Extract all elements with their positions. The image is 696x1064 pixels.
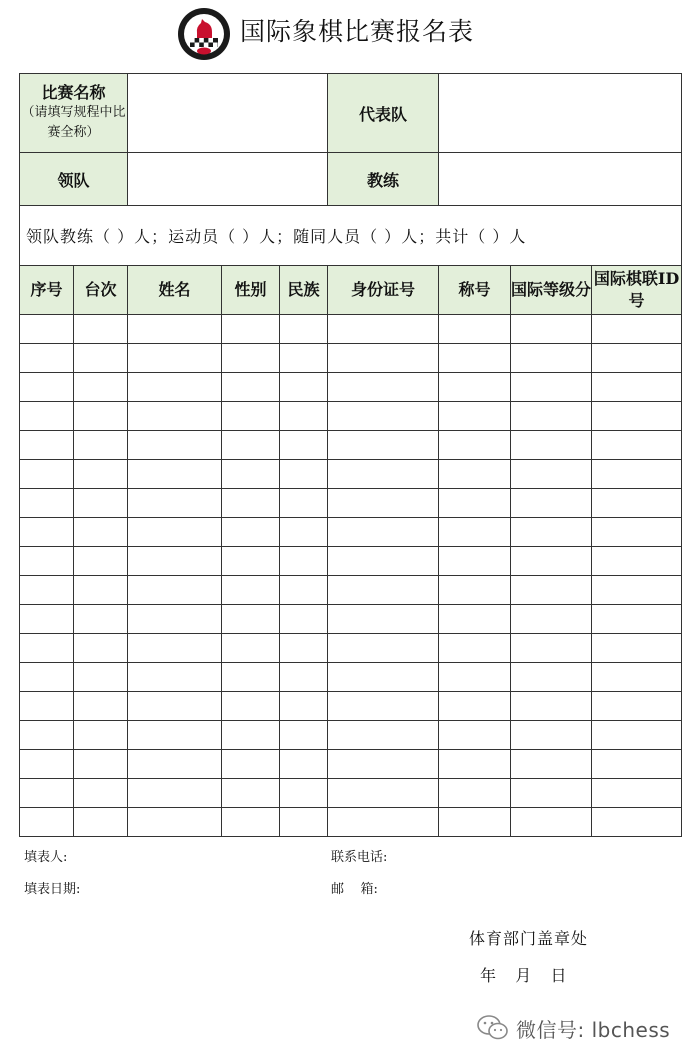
player-cell[interactable]	[20, 315, 74, 344]
headcount-line[interactable]: 领队教练（ ）人；运动员（ ）人；随同人员（ ）人；共计（ ）人	[20, 206, 682, 266]
player-cell[interactable]	[20, 750, 74, 779]
player-row	[20, 460, 682, 489]
player-cell[interactable]	[439, 721, 511, 750]
player-cell[interactable]	[280, 460, 328, 489]
player-cell[interactable]	[328, 634, 439, 663]
player-cell[interactable]	[20, 489, 74, 518]
player-rows	[20, 315, 682, 837]
competition-name-field[interactable]	[128, 74, 328, 153]
player-cell[interactable]	[74, 402, 128, 431]
player-cell[interactable]	[222, 402, 280, 431]
player-cell[interactable]	[74, 489, 128, 518]
player-cell[interactable]	[592, 663, 682, 692]
player-cell[interactable]	[280, 489, 328, 518]
player-cell[interactable]	[20, 779, 74, 808]
player-cell[interactable]	[20, 692, 74, 721]
wechat-watermark	[476, 1013, 670, 1043]
player-cell[interactable]	[439, 402, 511, 431]
player-cell[interactable]	[592, 808, 682, 837]
player-cell[interactable]	[592, 344, 682, 373]
player-cell[interactable]	[511, 605, 592, 634]
player-cell[interactable]	[439, 431, 511, 460]
player-cell[interactable]	[280, 373, 328, 402]
player-cell[interactable]	[439, 489, 511, 518]
player-cell[interactable]	[128, 315, 222, 344]
player-cell[interactable]	[74, 692, 128, 721]
player-cell[interactable]	[592, 547, 682, 576]
player-cell[interactable]	[74, 518, 128, 547]
player-cell[interactable]	[511, 634, 592, 663]
player-cell[interactable]	[439, 460, 511, 489]
player-cell[interactable]	[280, 779, 328, 808]
player-cell[interactable]	[20, 518, 74, 547]
column-header-row	[20, 266, 682, 315]
player-cell[interactable]	[20, 634, 74, 663]
player-cell[interactable]	[280, 605, 328, 634]
email-label: 邮 箱:	[331, 882, 378, 897]
player-cell[interactable]	[20, 460, 74, 489]
player-cell[interactable]	[128, 344, 222, 373]
player-cell[interactable]	[280, 431, 328, 460]
player-row	[20, 663, 682, 692]
fill-date-label: 填表日期:	[24, 882, 81, 897]
player-cell[interactable]	[128, 373, 222, 402]
player-cell[interactable]	[439, 576, 511, 605]
player-cell[interactable]	[592, 431, 682, 460]
player-cell[interactable]	[222, 663, 280, 692]
player-cell[interactable]	[128, 431, 222, 460]
player-cell[interactable]	[280, 634, 328, 663]
player-cell[interactable]	[439, 692, 511, 721]
player-cell[interactable]	[439, 344, 511, 373]
player-cell[interactable]	[439, 634, 511, 663]
player-cell[interactable]	[328, 547, 439, 576]
player-cell[interactable]	[128, 721, 222, 750]
player-row	[20, 692, 682, 721]
player-row	[20, 518, 682, 547]
player-cell[interactable]	[222, 344, 280, 373]
player-row	[20, 634, 682, 663]
player-cell[interactable]	[328, 315, 439, 344]
player-cell[interactable]	[74, 750, 128, 779]
col-header: 国际等级分	[511, 266, 592, 315]
player-cell[interactable]	[511, 344, 592, 373]
player-cell[interactable]	[511, 808, 592, 837]
player-cell[interactable]	[20, 605, 74, 634]
player-cell[interactable]	[592, 692, 682, 721]
player-cell[interactable]	[128, 808, 222, 837]
player-cell[interactable]	[128, 547, 222, 576]
player-cell[interactable]	[20, 576, 74, 605]
player-cell[interactable]	[511, 518, 592, 547]
player-cell[interactable]	[74, 576, 128, 605]
player-cell[interactable]	[328, 431, 439, 460]
player-cell[interactable]	[511, 750, 592, 779]
col-header: 身份证号	[328, 266, 439, 315]
player-cell[interactable]	[328, 779, 439, 808]
player-row	[20, 808, 682, 837]
player-cell[interactable]	[439, 779, 511, 808]
player-cell[interactable]	[280, 692, 328, 721]
leader-label: 领队	[20, 153, 128, 206]
player-row	[20, 489, 682, 518]
player-row	[20, 373, 682, 402]
player-cell[interactable]	[592, 489, 682, 518]
player-cell[interactable]	[592, 779, 682, 808]
player-cell[interactable]	[592, 518, 682, 547]
player-row	[20, 779, 682, 808]
coach-field[interactable]	[439, 153, 682, 206]
player-cell[interactable]	[222, 721, 280, 750]
col-header: 序号	[20, 266, 74, 315]
player-cell[interactable]	[280, 518, 328, 547]
player-cell[interactable]	[74, 547, 128, 576]
player-cell[interactable]	[328, 721, 439, 750]
player-cell[interactable]	[128, 692, 222, 721]
player-cell[interactable]	[439, 605, 511, 634]
player-cell[interactable]	[280, 315, 328, 344]
player-cell[interactable]	[128, 402, 222, 431]
player-cell[interactable]	[592, 402, 682, 431]
player-cell[interactable]	[222, 431, 280, 460]
player-cell[interactable]	[280, 576, 328, 605]
player-row	[20, 605, 682, 634]
player-cell[interactable]	[222, 808, 280, 837]
player-cell[interactable]	[20, 373, 74, 402]
player-cell[interactable]	[592, 605, 682, 634]
player-cell[interactable]	[328, 576, 439, 605]
stamp-area-label: 体育部门盖章处	[469, 929, 589, 948]
player-cell[interactable]	[74, 344, 128, 373]
leader-field[interactable]	[128, 153, 328, 206]
player-cell[interactable]	[128, 605, 222, 634]
player-cell[interactable]	[128, 634, 222, 663]
player-cell[interactable]	[222, 373, 280, 402]
wechat-icon	[476, 1014, 510, 1042]
player-cell[interactable]	[74, 373, 128, 402]
player-cell[interactable]	[280, 808, 328, 837]
player-cell[interactable]	[128, 750, 222, 779]
player-cell[interactable]	[74, 431, 128, 460]
player-cell[interactable]	[439, 315, 511, 344]
player-cell[interactable]	[74, 721, 128, 750]
player-cell[interactable]	[74, 808, 128, 837]
player-cell[interactable]	[222, 634, 280, 663]
player-cell[interactable]	[20, 402, 74, 431]
date-line: 年 月 日	[480, 966, 568, 985]
player-cell[interactable]	[592, 576, 682, 605]
player-cell[interactable]	[222, 750, 280, 779]
player-cell[interactable]	[222, 692, 280, 721]
col-header: 台次	[74, 266, 128, 315]
player-cell[interactable]	[592, 373, 682, 402]
player-cell[interactable]	[328, 402, 439, 431]
player-cell[interactable]	[592, 721, 682, 750]
phone-label: 联系电话:	[331, 850, 388, 865]
player-cell[interactable]	[328, 489, 439, 518]
player-cell[interactable]	[439, 808, 511, 837]
player-cell[interactable]	[328, 808, 439, 837]
player-cell[interactable]	[280, 721, 328, 750]
player-cell[interactable]	[592, 634, 682, 663]
player-cell[interactable]	[592, 750, 682, 779]
player-cell[interactable]	[328, 518, 439, 547]
player-cell[interactable]	[592, 460, 682, 489]
form-header	[0, 0, 696, 66]
player-cell[interactable]	[439, 547, 511, 576]
player-cell[interactable]	[222, 576, 280, 605]
player-cell[interactable]	[128, 489, 222, 518]
player-cell[interactable]	[20, 808, 74, 837]
player-row	[20, 431, 682, 460]
col-header: 称号	[439, 266, 511, 315]
player-cell[interactable]	[222, 489, 280, 518]
player-cell[interactable]	[328, 605, 439, 634]
player-cell[interactable]	[511, 489, 592, 518]
player-cell[interactable]	[128, 576, 222, 605]
player-cell[interactable]	[511, 721, 592, 750]
player-cell[interactable]	[592, 315, 682, 344]
player-cell[interactable]	[74, 315, 128, 344]
player-cell[interactable]	[511, 373, 592, 402]
player-cell[interactable]	[74, 634, 128, 663]
player-cell[interactable]	[511, 547, 592, 576]
col-header: 姓名	[128, 266, 222, 315]
player-cell[interactable]	[280, 344, 328, 373]
player-cell[interactable]	[128, 460, 222, 489]
player-row	[20, 576, 682, 605]
player-cell[interactable]	[328, 692, 439, 721]
player-cell[interactable]	[128, 663, 222, 692]
player-cell[interactable]	[128, 779, 222, 808]
player-cell[interactable]	[511, 576, 592, 605]
player-cell[interactable]	[511, 402, 592, 431]
coach-label: 教练	[328, 153, 439, 206]
player-cell[interactable]	[328, 663, 439, 692]
player-row	[20, 344, 682, 373]
watermark-text: 微信号: lbchess	[516, 1017, 671, 1042]
player-cell[interactable]	[222, 547, 280, 576]
player-cell[interactable]	[511, 315, 592, 344]
player-cell[interactable]	[280, 663, 328, 692]
player-cell[interactable]	[439, 373, 511, 402]
player-cell[interactable]	[328, 750, 439, 779]
player-cell[interactable]	[74, 605, 128, 634]
page-title: 国际象棋比赛报名表	[240, 17, 475, 46]
player-cell[interactable]	[222, 460, 280, 489]
player-cell[interactable]	[20, 547, 74, 576]
col-header: 国际棋联ID号	[592, 266, 682, 315]
filled-by-label: 填表人:	[24, 850, 68, 865]
player-cell[interactable]	[511, 692, 592, 721]
col-header: 民族	[280, 266, 328, 315]
player-cell[interactable]	[280, 750, 328, 779]
player-cell[interactable]	[511, 779, 592, 808]
player-cell[interactable]	[222, 779, 280, 808]
team-label: 代表队	[328, 74, 439, 153]
player-cell[interactable]	[280, 547, 328, 576]
player-cell[interactable]	[74, 779, 128, 808]
player-cell[interactable]	[511, 431, 592, 460]
player-row	[20, 315, 682, 344]
competition-name-label: 比赛名称 （请填写规程中比赛全称）	[20, 74, 128, 153]
chess-association-logo	[177, 7, 231, 61]
player-cell[interactable]	[20, 431, 74, 460]
player-cell[interactable]	[280, 402, 328, 431]
player-cell[interactable]	[20, 344, 74, 373]
player-cell[interactable]	[20, 721, 74, 750]
player-cell[interactable]	[439, 750, 511, 779]
player-cell[interactable]	[20, 663, 74, 692]
player-cell[interactable]	[222, 315, 280, 344]
player-row	[20, 721, 682, 750]
player-cell[interactable]	[328, 460, 439, 489]
player-cell[interactable]	[328, 344, 439, 373]
player-row	[20, 750, 682, 779]
player-cell[interactable]	[439, 663, 511, 692]
player-cell[interactable]	[511, 663, 592, 692]
player-cell[interactable]	[128, 518, 222, 547]
player-cell[interactable]	[328, 373, 439, 402]
player-cell[interactable]	[439, 518, 511, 547]
player-cell[interactable]	[74, 663, 128, 692]
player-cell[interactable]	[222, 518, 280, 547]
player-row	[20, 547, 682, 576]
player-cell[interactable]	[74, 460, 128, 489]
col-header: 性别	[222, 266, 280, 315]
registration-table	[19, 73, 682, 837]
player-row	[20, 402, 682, 431]
team-field[interactable]	[439, 74, 682, 153]
player-cell[interactable]	[511, 460, 592, 489]
player-cell[interactable]	[222, 605, 280, 634]
